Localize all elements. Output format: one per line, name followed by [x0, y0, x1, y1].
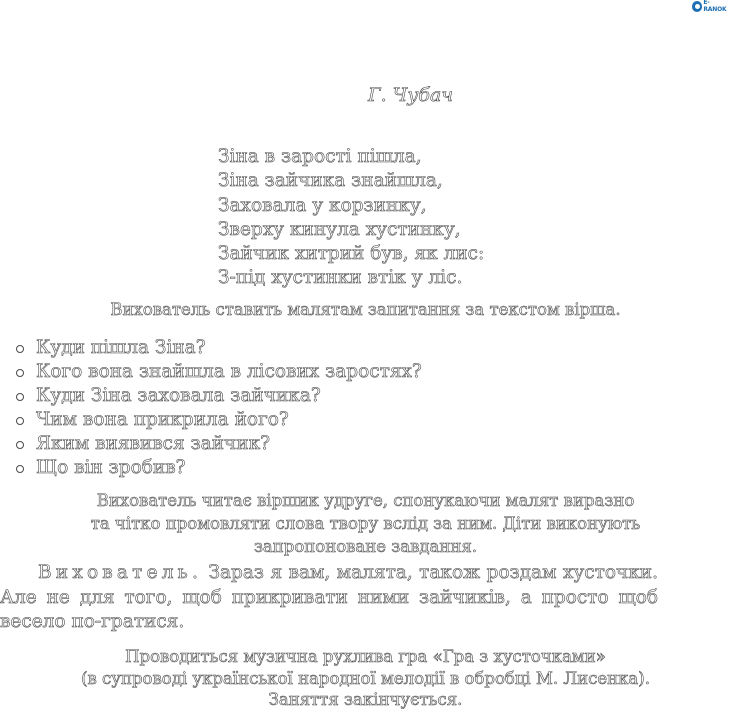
instruction-repeat [0, 489, 731, 558]
poem-line: Зіна зайчика знайшла, [218, 170, 443, 192]
question-item [16, 456, 422, 480]
poem-line: Заховала у корзинку, [218, 194, 427, 216]
poem-line: Зверху кинула хустинку, [218, 218, 461, 240]
poem-line: Зайчик хитрий був, як лис: [218, 243, 485, 265]
question-item [16, 360, 422, 384]
logo-icon [692, 1, 702, 12]
question-item [16, 432, 422, 456]
question-item [16, 408, 422, 432]
poem-line: Зіна в зарості пішла, [218, 146, 422, 167]
speech-text: Зараз я вам, малята, також роздам хусточки. Але не для того, щоб прикривати ними зайчиків, а просто щоб весело по-гратися. [0, 562, 658, 632]
bullet-icon [16, 417, 24, 425]
question-item [16, 384, 422, 408]
instruction-line: запропоноване завдання. [253, 537, 478, 556]
bullet-icon [16, 393, 24, 401]
question-item [16, 336, 422, 360]
question-text: Куди пішла Зіна? [36, 337, 206, 358]
logo-text: E-RANOK [703, 0, 727, 13]
speaker-label: Вихователь. [38, 562, 203, 583]
teacher-speech [0, 561, 658, 635]
poem [218, 145, 484, 291]
instruction-questions: Вихователь ставить малятам запитання за текстом вірша. [110, 300, 621, 319]
instruction-line: Проводиться музична рухлива гра «Гра з хусточками» [125, 647, 606, 666]
instruction-line: Вихователь читає віршик удруге, спонукаючи малят виразно [96, 491, 635, 510]
instruction-line: Заняття закінчується. [268, 690, 463, 709]
poem-line: З-під хустинки втік у ліс. [218, 267, 463, 289]
bullet-icon [16, 345, 24, 353]
question-text: Чим вона прикрила його? [36, 409, 289, 430]
question-list [16, 336, 422, 480]
instruction-line: (в супроводі української народної мелодії в обробці М. Лисенка). [81, 668, 650, 688]
publisher-logo [692, 0, 731, 12]
instruction-line: та чітко промовляти слова твору вслід за ним. Діти виконують [90, 514, 641, 533]
instruction-game [0, 646, 731, 711]
bullet-icon [16, 369, 24, 377]
question-text: Кого вона знайшла в лісових заростях? [36, 361, 422, 382]
bullet-icon [16, 441, 24, 449]
question-text: Яким виявився зайчик? [36, 433, 271, 454]
question-text: Що він зробив? [36, 457, 186, 478]
bullet-icon [16, 465, 24, 473]
question-text: Куди Зіна заховала зайчика? [36, 385, 321, 406]
poem-author: Г. Чубач [368, 84, 454, 106]
